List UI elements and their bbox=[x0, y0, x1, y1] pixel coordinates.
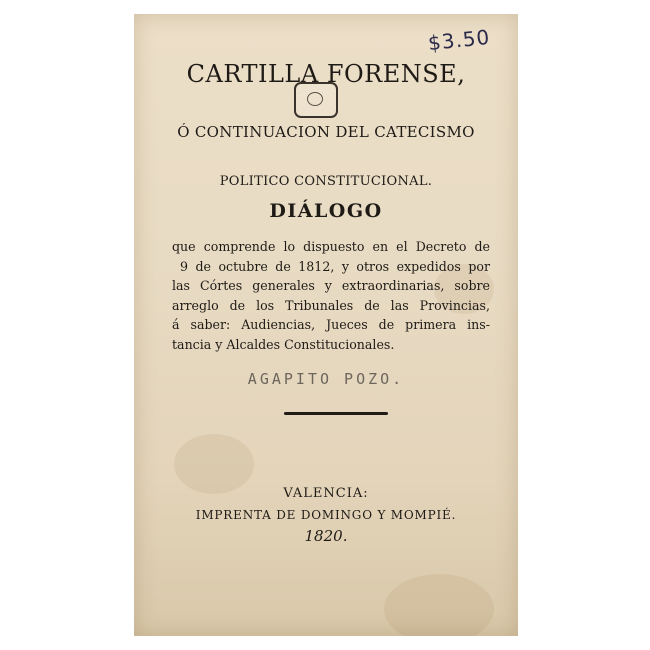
description-line: arreglo de los Tribunales de las Provincias, bbox=[172, 297, 490, 313]
paper-stain bbox=[384, 574, 494, 636]
paper-stain bbox=[174, 434, 254, 494]
description-line: las Córtes generales y extraordinarias, sobre bbox=[172, 278, 490, 294]
library-stamp bbox=[294, 82, 338, 118]
description-line: que comprende lo dispuesto en el Decreto de bbox=[172, 239, 490, 254]
description-line: 9 de octubre de 1812, y otros expedidos por bbox=[180, 258, 490, 274]
book-subtitle: Ó CONTINUACION DEL CATECISMO bbox=[177, 123, 475, 141]
publication-year: 1820. bbox=[304, 527, 348, 545]
book-subtitle-2: POLITICO CONSTITUCIONAL. bbox=[219, 174, 433, 189]
book-title: CARTILLA FORENSE, bbox=[186, 60, 466, 88]
publication-place: VALENCIA: bbox=[283, 486, 369, 501]
author-name: AGAPITO POZO. bbox=[247, 370, 405, 388]
description-line: tancia y Alcaldes Constitucionales. bbox=[172, 336, 395, 352]
description-line: á saber: Audiencias, Jueces de primera ins- bbox=[172, 317, 490, 333]
printer-name: IMPRENTA DE DOMINGO Y MOMPIÉ. bbox=[195, 508, 457, 522]
description-paragraph bbox=[172, 237, 490, 355]
handwritten-price: $3.50 bbox=[426, 24, 492, 56]
section-heading: DIÁLOGO bbox=[269, 200, 383, 222]
title-page bbox=[134, 14, 518, 636]
divider-rule bbox=[284, 412, 388, 415]
